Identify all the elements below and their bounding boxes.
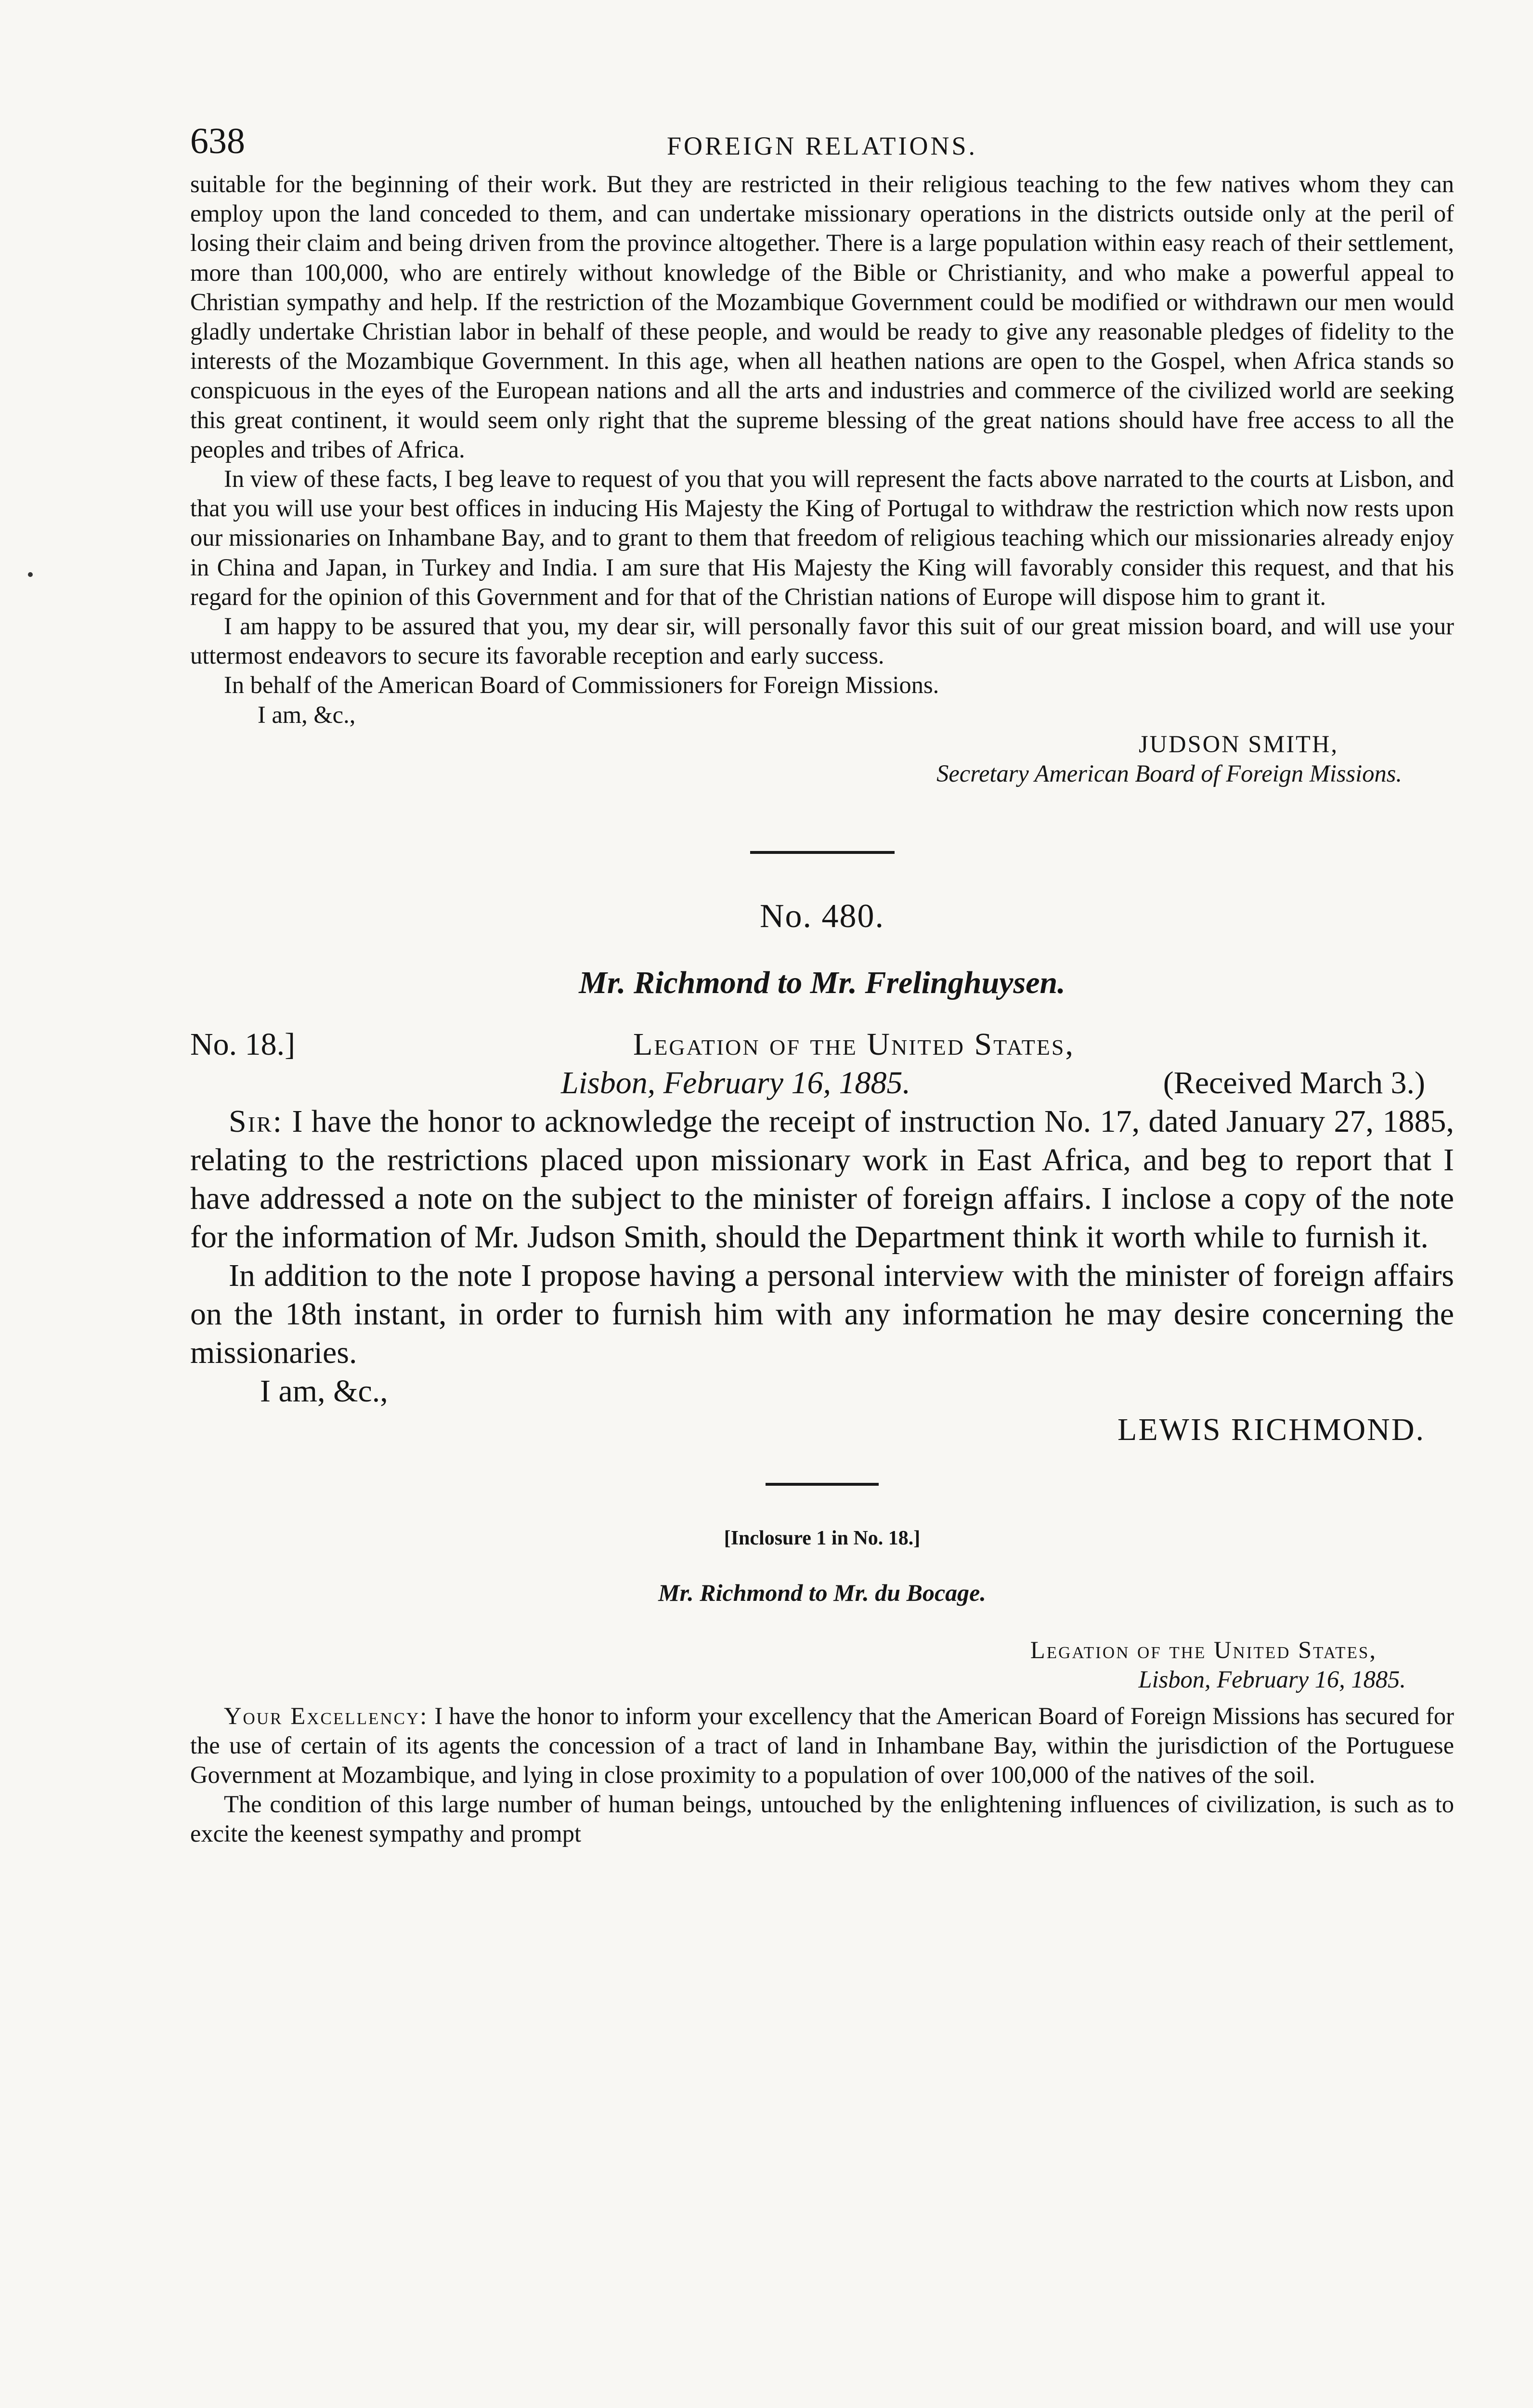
body-paragraph: In behalf of the American Board of Commissioners for Foreign Missions. <box>224 671 939 699</box>
body-paragraph: Your Excellency: I have the honor to inform your excellency that the American Board of Foreign Missions has secured for the use of certain of its agents the concession of a tract of land in Inhambane Bay, within the jurisdiction of the Portuguese Government at Mozambique, and lying in close proximity to a population of over 100,000 of the natives of the soil. <box>190 1702 1455 1789</box>
body-paragraph: I am happy to be assured that you, my dear sir, will personally favor this suit of our great mission board, and will use your uttermost endeavors to secure its favorable reception and early success. <box>190 613 1454 669</box>
body-paragraph: In addition to the note I propose having a personal interview with the minister of foreign affairs on the 18th instant, in order to furnish him with any information he may desire concerning the missionaries. <box>190 1258 1454 1371</box>
body-paragraph: Sir: I have the honor to acknowledge the receipt of instruction No. 17, dated January 27, 1885, relating to the restrictions placed upon missionary work in East Africa, and beg to report that I have addressed a note on the subject to the minister of foreign affairs. I inclose a copy of the note for the information of Mr. Judson Smith, should the Department think it worth while to furnish it. <box>190 1104 1454 1255</box>
section-divider <box>766 1483 879 1486</box>
signature: LEWIS RICHMOND. <box>1117 1412 1425 1448</box>
place-date: Lisbon, February 16, 1885. <box>561 1065 910 1101</box>
salutation: Your Excellency: <box>224 1702 429 1729</box>
received-date: (Received March 3.) <box>1163 1065 1425 1101</box>
page-number: 638 <box>190 121 245 161</box>
section-divider <box>750 851 895 854</box>
body-paragraph: suitable for the beginning of their work. But they are restricted in their religious teaching to the few natives whom they can employ upon the land conceded to them, and can undertake missionary operations in the districts outside only at the peril of losing their claim and being driven from the province altogether. There is a large population within easy reach of their settlement, more than 100,000, who are entirely without knowledge of the Bible or Christianity, and who make a powerful appeal to Christian sympathy and help. If the restriction of the Mozambique Government could be modified or withdrawn our men would gladly undertake Christian labor in behalf of these people, and would be ready to give any reasonable pledges of fidelity to the interests of the Mozambique Government. In this age, when all heathen nations are open to the Gospel, when Africa stands so conspicuous in the eyes of the European nations and all the arts and industries and commerce of the civilized world are seeking this great continent, it would seem only right that the supreme blessing of the great nations should have free access to all the peoples and tribes of Africa. <box>190 170 1454 463</box>
letter-continuation <box>190 170 1454 788</box>
legation-heading: Legation of the United States, <box>633 1027 1075 1062</box>
salutation: Sir: <box>229 1104 284 1139</box>
inclosure-letter <box>190 1636 1454 1848</box>
body-paragraph: In view of these facts, I beg leave to request of you that you will represent the facts above narrated to the courts at Lisbon, and that you will use your best offices in inducing His Majesty the King of Portugal to withdraw the restriction which now rests upon our missionaries on Inhambane Bay, and to grant to them that freedom of religious teaching which our missionaries already enjoy in China and Japan, in Turkey and India. I am sure that His Majesty the King will favorably consider this request, and that his regard for the opinion of this Government and for that of the Christian nations of Europe will dispose him to grant it. <box>190 465 1454 610</box>
place-date: Lisbon, February 16, 1885. <box>1138 1666 1406 1693</box>
despatch-number: No. 18.] <box>190 1027 296 1062</box>
running-head: FOREIGN RELATIONS. <box>666 131 977 160</box>
signature: JUDSON SMITH, <box>1139 730 1338 758</box>
page <box>190 120 1454 1849</box>
scan-speck <box>28 572 33 577</box>
legation-heading: Legation of the United States, <box>1030 1636 1377 1664</box>
closing: I am, &c., <box>258 701 356 728</box>
inclosure-title: Mr. Richmond to Mr. du Bocage. <box>658 1579 986 1607</box>
body-paragraph: The condition of this large number of human beings, untouched by the enlightening influences of civilization, is such as to excite the keenest sympathy and prompt <box>190 1791 1454 1847</box>
closing: I am, &c., <box>260 1374 388 1409</box>
document-number: No. 480. <box>759 898 885 935</box>
signature-title: Secretary American Board of Foreign Missions. <box>936 760 1402 787</box>
despatch <box>190 1025 1454 1449</box>
page-header <box>190 120 1454 173</box>
document-title: Mr. Richmond to Mr. Frelinghuysen. <box>579 965 1065 1001</box>
inclosure-note: [Inclosure 1 in No. 18.] <box>724 1527 921 1550</box>
